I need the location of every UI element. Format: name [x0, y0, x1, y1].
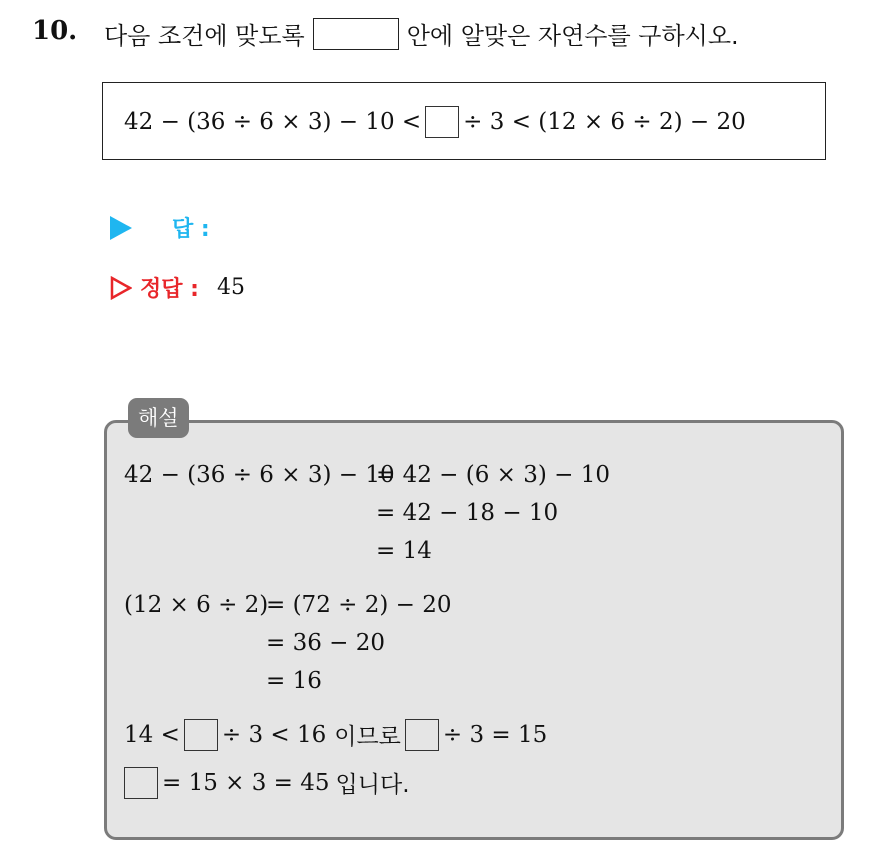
question-number: 10. [32, 16, 78, 46]
solution-line3-part3: 이므로 [334, 724, 401, 750]
blank-box [405, 719, 439, 751]
answer-blank-box [313, 18, 399, 50]
solution-line3 [124, 718, 547, 751]
answer-line [110, 212, 210, 243]
solution-block2-step: = 36 − 20 [266, 630, 386, 656]
condition-expression [124, 106, 746, 138]
correct-answer-label: 정답 : [140, 277, 199, 302]
question-text [104, 16, 739, 51]
solution-line4-part1: = 15 × 3 = 45 [162, 769, 330, 796]
play-triangle-icon [110, 216, 132, 240]
solution-line4-part2: 입니다. [335, 772, 410, 798]
solution-block2-step: = (72 ÷ 2) − 20 [266, 592, 452, 618]
solution-block1-step: = 14 [376, 538, 432, 564]
solution-line4 [120, 766, 410, 799]
solution-block2-step: = 16 [266, 668, 322, 694]
condition-middle: ÷ 3 < (12 × 6 ÷ 2) − 20 [463, 109, 746, 135]
solution-line3-part1: 14 < [124, 721, 180, 748]
solution-block2-lhs: (12 × 6 ÷ 2) [124, 592, 269, 618]
correct-answer-value: 45 [216, 275, 245, 300]
solution-line3-part2: ÷ 3 < 16 [221, 721, 327, 748]
solution-block1-lhs: 42 − (36 ÷ 6 × 3) − 10 [124, 462, 395, 488]
question-text-after: 안에 알맞은 자연수를 구하시오. [406, 22, 739, 50]
blank-box [425, 106, 459, 138]
solution-block1-step: = 42 − 18 − 10 [376, 500, 559, 526]
condition-left: 42 − (36 ÷ 6 × 3) − 10 < [124, 109, 422, 135]
question-text-before: 다음 조건에 맞도록 [104, 22, 305, 50]
solution-block1-step: = 42 − (6 × 3) − 10 [376, 462, 611, 488]
solution-tag: 해설 [128, 398, 189, 438]
blank-box [184, 719, 218, 751]
answer-label: 답 : [172, 217, 210, 242]
blank-box [124, 767, 158, 799]
correct-answer-line [110, 272, 245, 303]
solution-line3-part4: ÷ 3 = 15 [442, 721, 548, 748]
outline-triangle-icon [110, 276, 132, 300]
